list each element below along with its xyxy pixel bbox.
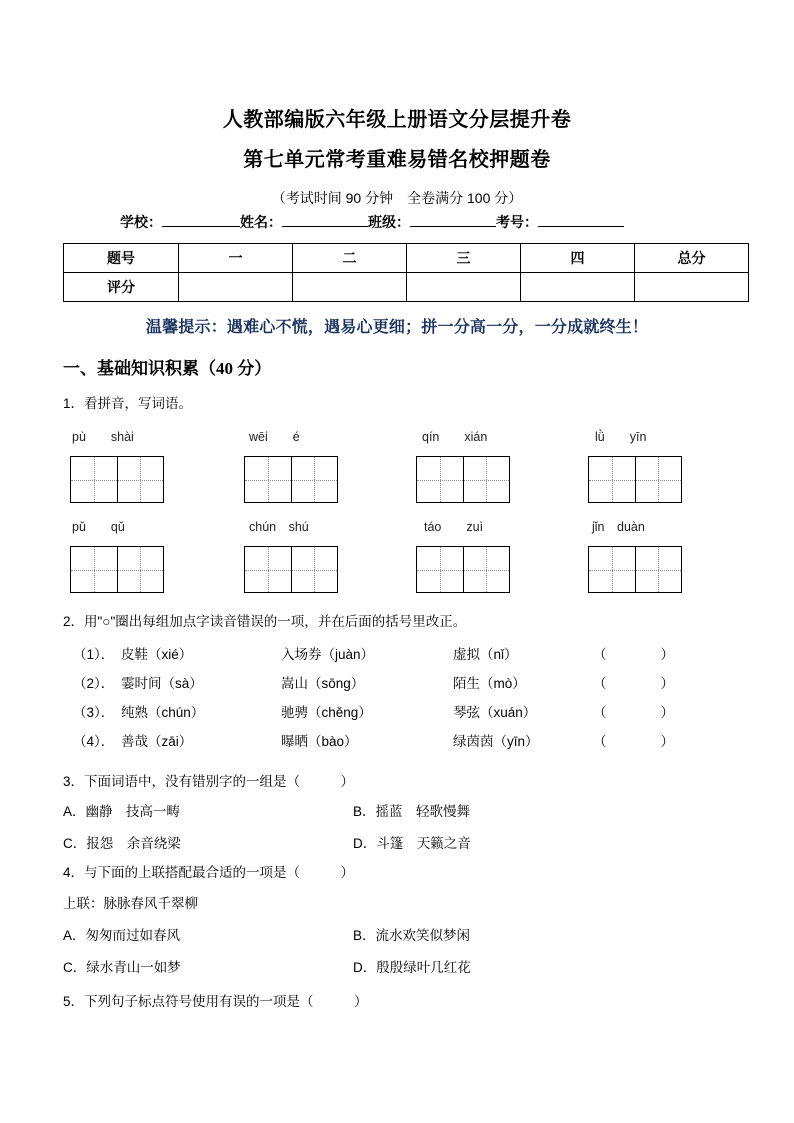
q2-stem: 2．用"○"圈出每组加点字读音错误的一项，并在后面的括号里改正。 (63, 614, 467, 629)
q2-row-4-answer-blank[interactable]: （ ） (593, 734, 674, 749)
q2-row-2-answer-blank[interactable]: （ ） (593, 676, 674, 691)
q2-row-2-item2[interactable]: 嵩山（sōng） (281, 676, 365, 691)
q1-pinyin-1-3: qín xián (422, 430, 488, 444)
q2-row-4-label: （4）． (73, 734, 115, 749)
q1-pinyin-2-1: pǔ qǔ (72, 520, 125, 534)
q4-option-a[interactable]: A．匆匆而过如春风 (63, 928, 181, 943)
score-table-header-3: 三 (407, 244, 521, 273)
tianzige-box[interactable] (416, 546, 510, 593)
q4-option-row-2 (63, 956, 763, 976)
score-cell-4[interactable] (521, 273, 635, 302)
q3-option-d[interactable]: D．斗篷 天籁之音 (353, 836, 471, 851)
q3-option-row-2 (63, 832, 763, 852)
q4-option-c[interactable]: C．绿水青山一如梦 (63, 960, 181, 975)
school-blank[interactable] (162, 226, 240, 227)
table-row-headers (64, 244, 749, 273)
q1-pinyin-2-2: chún shú (249, 520, 309, 534)
q1-pinyin-1-2: wēi é (249, 430, 300, 444)
score-table-header-4: 四 (521, 244, 635, 273)
doc-subtitle: （考试时间 90 分钟 全卷满分 100 分） (271, 190, 523, 206)
q4-option-d[interactable]: D．殷殷绿叶几红花 (353, 960, 471, 975)
score-table (63, 243, 749, 302)
score-cell-total[interactable] (635, 273, 749, 302)
q3-option-a[interactable]: A．幽静 技高一畴 (63, 804, 181, 819)
q3-option-b[interactable]: B．摇蓝 轻歌慢舞 (353, 804, 471, 819)
q3-stem: 3．下面词语中，没有错别字的一组是（ ） (63, 774, 355, 789)
q2-row-4-item2[interactable]: 曝晒（bào） (281, 734, 358, 749)
doc-title-line2: 第七单元常考重难易错名校押题卷 (243, 149, 551, 171)
q1-pinyin-2-3: táo zuì (424, 520, 484, 534)
q2-row-3-item3[interactable]: 琴弦（xuán） (453, 705, 537, 720)
q1-pinyin-row-1 (0, 427, 794, 445)
q1-pinyin-1-4: lǜ yīn (595, 430, 647, 444)
name-blank[interactable] (282, 226, 368, 227)
q5-stem: 5．下列句子标点符号使用有误的一项是（ ） (63, 994, 368, 1009)
q4-option-b[interactable]: B．流水欢笑似梦闲 (353, 928, 471, 943)
q1-pinyin-1-1: pù shài (72, 430, 134, 444)
score-cell-3[interactable] (407, 273, 521, 302)
q2-row-4 (63, 730, 763, 750)
exam-no-label: 考号： (496, 216, 538, 231)
q3-option-c[interactable]: C．报怨 余音绕梁 (63, 836, 181, 851)
q4-stem: 4．与下面的上联搭配最合适的一项是（ ） (63, 865, 355, 880)
q2-row-1-item2[interactable]: 入场券（juàn） (281, 647, 375, 662)
q1-pinyin-2-4: jǐn duàn (592, 520, 645, 534)
tianzige-box[interactable] (416, 456, 510, 503)
score-cell-2[interactable] (293, 273, 407, 302)
tianzige-box[interactable] (244, 456, 338, 503)
tianzige-box[interactable] (70, 546, 164, 593)
class-blank[interactable] (410, 226, 496, 227)
table-row-scores (64, 273, 749, 302)
q2-row-1-item3[interactable]: 虚拟（nǐ） (453, 647, 518, 662)
score-table-header-2: 二 (293, 244, 407, 273)
warm-tip: 温馨提示：遇难心不慌，遇易心更细；拼一分高一分，一分成就终生！ (145, 319, 649, 336)
q2-row-3-item2[interactable]: 驰骋（chěng） (281, 705, 372, 720)
q2-row-2 (63, 672, 763, 692)
score-table-header-5: 总分 (635, 244, 749, 273)
q2-row-2-label: （2）． (73, 676, 115, 691)
q2-row-4-item3[interactable]: 绿茵茵（yīn） (453, 734, 539, 749)
tianzige-box[interactable] (244, 546, 338, 593)
score-row-label: 评分 (64, 273, 179, 302)
score-cell-1[interactable] (179, 273, 293, 302)
q4-option-row-1 (63, 924, 763, 944)
q4-couplet: 上联：脉脉春风千翠柳 (63, 896, 198, 911)
section-heading-one: 一、基础知识积累（40 分） (63, 359, 272, 378)
q2-row-3 (63, 701, 763, 721)
q2-row-1-label: （1）． (73, 647, 115, 662)
q2-row-1-answer-blank[interactable]: （ ） (593, 647, 674, 662)
q2-row-1 (63, 643, 763, 663)
q1-pinyin-row-2 (0, 517, 794, 535)
class-label: 班级： (368, 216, 410, 231)
student-info-line (120, 212, 680, 232)
q2-row-2-item1[interactable]: 霎时间（sà） (121, 676, 203, 691)
score-table-header-1: 一 (179, 244, 293, 273)
q2-row-1-item1[interactable]: 皮鞋（xié） (121, 647, 193, 662)
school-label: 学校： (120, 216, 162, 231)
q2-row-2-item3[interactable]: 陌生（mò） (453, 676, 526, 691)
q2-row-3-item1[interactable]: 纯熟（chún） (121, 705, 205, 720)
q2-row-3-label: （3）． (73, 705, 115, 720)
name-label: 姓名： (240, 216, 282, 231)
doc-title-line1: 人教部编版六年级上册语文分层提升卷 (222, 109, 572, 131)
tianzige-box[interactable] (588, 456, 682, 503)
tianzige-box[interactable] (70, 456, 164, 503)
q3-option-row-1 (63, 800, 763, 820)
q1-grid-row-1 (0, 456, 794, 503)
q1-stem: 1．看拼音，写词语。 (63, 396, 193, 411)
q2-row-4-item1[interactable]: 善哉（zāi） (121, 734, 193, 749)
exam-no-blank[interactable] (538, 226, 624, 227)
q1-grid-row-2 (0, 546, 794, 593)
tianzige-box[interactable] (588, 546, 682, 593)
q2-row-3-answer-blank[interactable]: （ ） (593, 705, 674, 720)
score-table-header-0: 题号 (64, 244, 179, 273)
